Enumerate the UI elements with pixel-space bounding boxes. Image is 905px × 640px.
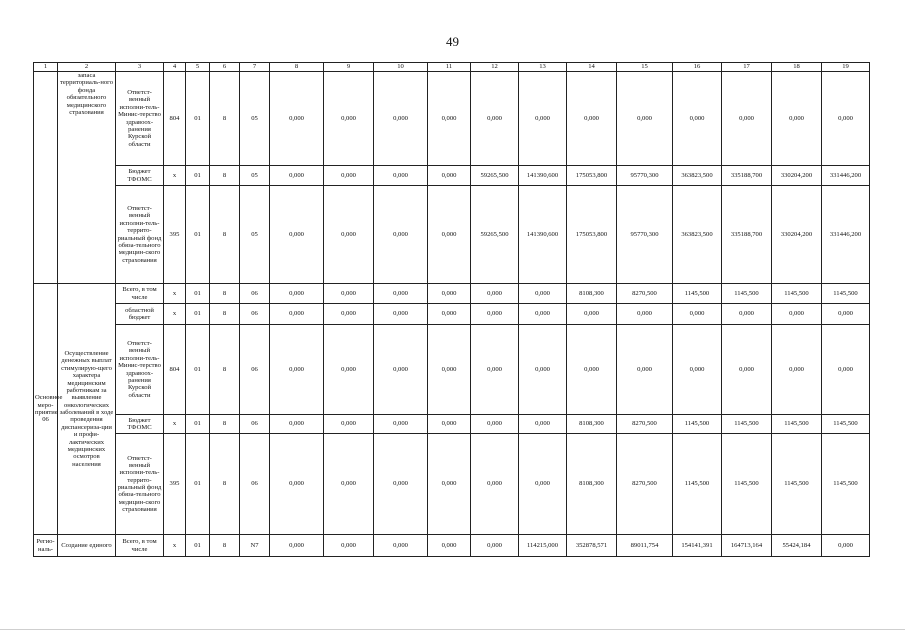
value-cell: 1145,500: [673, 415, 722, 434]
value-cell: 335188,700: [722, 186, 772, 284]
value-cell: 0,000: [428, 166, 471, 186]
value-cell: 0,000: [270, 535, 324, 557]
table-body: [34, 72, 870, 557]
value-cell: 59265,500: [471, 186, 519, 284]
column-number: 3: [116, 63, 164, 72]
value-cell: 8108,300: [567, 415, 617, 434]
column-number: 8: [270, 63, 324, 72]
column-number: 6: [210, 63, 240, 72]
code-cell: x: [164, 284, 186, 304]
code-cell: 8: [210, 186, 240, 284]
value-cell: 0,000: [270, 434, 324, 535]
value-cell: 0,000: [374, 186, 428, 284]
value-cell: 1145,500: [722, 284, 772, 304]
value-cell: 0,000: [617, 325, 673, 415]
code-cell: 01: [186, 535, 210, 557]
value-cell: 0,000: [428, 535, 471, 557]
value-cell: 154141,391: [673, 535, 722, 557]
event-name-cell: Осуществление денежных выплат стимулирую-щего характера медицинским работникам за выявление онкологических заболеваний в ходе проведения диспансериза-ции и профи-лактических медицинских осмотров населения: [58, 284, 116, 535]
value-cell: 0,000: [567, 325, 617, 415]
status-cell: Регио-наль-: [34, 535, 58, 557]
table-row: [34, 284, 870, 304]
value-cell: 1145,500: [772, 434, 822, 535]
code-cell: 8: [210, 304, 240, 325]
value-cell: 0,000: [772, 304, 822, 325]
value-cell: 8108,300: [567, 284, 617, 304]
code-cell: 06: [240, 415, 270, 434]
value-cell: 1145,500: [673, 434, 722, 535]
value-cell: 1145,500: [772, 415, 822, 434]
executor-cell: Ответст-венный исполни-тель- Минис-терство здравоох-ранения Курской области: [116, 72, 164, 166]
value-cell: 0,000: [324, 325, 374, 415]
value-cell: 0,000: [374, 166, 428, 186]
code-cell: 06: [240, 434, 270, 535]
value-cell: 0,000: [270, 325, 324, 415]
value-cell: 0,000: [822, 325, 870, 415]
column-number: 5: [186, 63, 210, 72]
value-cell: 0,000: [270, 72, 324, 166]
code-cell: 01: [186, 186, 210, 284]
budget-table: [33, 62, 870, 557]
value-cell: 0,000: [519, 415, 567, 434]
executor-cell: Бюджет ТФОМС: [116, 415, 164, 434]
column-number: 14: [567, 63, 617, 72]
value-cell: 0,000: [722, 325, 772, 415]
value-cell: 59265,500: [471, 166, 519, 186]
code-cell: 06: [240, 284, 270, 304]
column-number: 15: [617, 63, 673, 72]
value-cell: 95770,300: [617, 166, 673, 186]
code-cell: x: [164, 535, 186, 557]
column-number: 16: [673, 63, 722, 72]
column-number: 13: [519, 63, 567, 72]
code-cell: 01: [186, 434, 210, 535]
column-number: 4: [164, 63, 186, 72]
table-row: [34, 325, 870, 415]
value-cell: 363823,500: [673, 166, 722, 186]
value-cell: 1145,500: [822, 434, 870, 535]
page-edge-line: [0, 629, 905, 630]
value-cell: 0,000: [374, 304, 428, 325]
code-cell: 05: [240, 166, 270, 186]
value-cell: 0,000: [617, 304, 673, 325]
code-cell: 06: [240, 304, 270, 325]
value-cell: 0,000: [567, 304, 617, 325]
value-cell: 0,000: [324, 304, 374, 325]
value-cell: 0,000: [324, 535, 374, 557]
value-cell: 0,000: [324, 284, 374, 304]
value-cell: 0,000: [374, 535, 428, 557]
value-cell: 0,000: [772, 325, 822, 415]
value-cell: 141390,600: [519, 166, 567, 186]
column-number-row: [34, 63, 870, 72]
value-cell: 0,000: [374, 325, 428, 415]
code-cell: 01: [186, 415, 210, 434]
code-cell: 06: [240, 325, 270, 415]
code-cell: 8: [210, 166, 240, 186]
executor-cell: Ответст-венный исполни-тель- террито-риальный фонд обяза-тельного медицин-ского страхования: [116, 186, 164, 284]
code-cell: 05: [240, 186, 270, 284]
code-cell: 01: [186, 72, 210, 166]
value-cell: 335188,700: [722, 166, 772, 186]
executor-cell: Ответст-венный исполни-тель- Минис-терство здравоох-ранения Курской области: [116, 325, 164, 415]
code-cell: x: [164, 304, 186, 325]
code-cell: 8: [210, 535, 240, 557]
value-cell: 0,000: [374, 434, 428, 535]
table-row: [34, 72, 870, 166]
value-cell: 0,000: [617, 72, 673, 166]
value-cell: 0,000: [519, 434, 567, 535]
value-cell: 0,000: [772, 72, 822, 166]
table-row: [34, 166, 870, 186]
value-cell: 0,000: [270, 304, 324, 325]
value-cell: 0,000: [673, 325, 722, 415]
column-number: 19: [822, 63, 870, 72]
page-number: 49: [446, 34, 459, 49]
value-cell: 0,000: [519, 72, 567, 166]
value-cell: 0,000: [519, 284, 567, 304]
value-cell: 0,000: [374, 284, 428, 304]
value-cell: 0,000: [673, 304, 722, 325]
column-number: 2: [58, 63, 116, 72]
value-cell: 363823,500: [673, 186, 722, 284]
value-cell: 89011,754: [617, 535, 673, 557]
value-cell: 0,000: [428, 415, 471, 434]
executor-cell: Бюджет ТФОМС: [116, 166, 164, 186]
value-cell: 0,000: [374, 72, 428, 166]
code-cell: 395: [164, 434, 186, 535]
code-cell: 05: [240, 72, 270, 166]
value-cell: 0,000: [722, 72, 772, 166]
code-cell: 01: [186, 304, 210, 325]
value-cell: 141390,600: [519, 186, 567, 284]
table-row: [34, 186, 870, 284]
status-cell: [34, 72, 58, 284]
value-cell: 55424,184: [772, 535, 822, 557]
value-cell: 0,000: [428, 284, 471, 304]
value-cell: 331446,200: [822, 166, 870, 186]
value-cell: 0,000: [428, 434, 471, 535]
table-row: [34, 304, 870, 325]
value-cell: 8270,500: [617, 434, 673, 535]
column-number: 1: [34, 63, 58, 72]
value-cell: 1145,500: [822, 284, 870, 304]
value-cell: 0,000: [324, 186, 374, 284]
value-cell: 0,000: [428, 325, 471, 415]
code-cell: x: [164, 166, 186, 186]
value-cell: 330204,200: [772, 166, 822, 186]
value-cell: 8108,300: [567, 434, 617, 535]
value-cell: 0,000: [471, 304, 519, 325]
code-cell: 01: [186, 166, 210, 186]
table-row: [34, 415, 870, 434]
column-number: 12: [471, 63, 519, 72]
executor-cell: Ответст-венный исполни-тель- террито-риальный фонд обяза-тельного медицин-ского страхования: [116, 434, 164, 535]
value-cell: 8270,500: [617, 415, 673, 434]
value-cell: 0,000: [822, 535, 870, 557]
value-cell: 0,000: [519, 304, 567, 325]
value-cell: 352878,571: [567, 535, 617, 557]
value-cell: 0,000: [822, 72, 870, 166]
value-cell: 0,000: [324, 434, 374, 535]
value-cell: 164713,164: [722, 535, 772, 557]
column-number: 7: [240, 63, 270, 72]
value-cell: 0,000: [428, 72, 471, 166]
table-row: [34, 535, 870, 557]
value-cell: 0,000: [374, 415, 428, 434]
value-cell: 1145,500: [722, 415, 772, 434]
value-cell: 0,000: [324, 415, 374, 434]
value-cell: 1145,500: [822, 415, 870, 434]
code-cell: 8: [210, 72, 240, 166]
value-cell: 0,000: [822, 304, 870, 325]
code-cell: 8: [210, 284, 240, 304]
value-cell: 0,000: [270, 186, 324, 284]
executor-cell: областной бюджет: [116, 304, 164, 325]
value-cell: 0,000: [428, 186, 471, 284]
value-cell: 0,000: [722, 304, 772, 325]
value-cell: 95770,300: [617, 186, 673, 284]
value-cell: 175053,800: [567, 186, 617, 284]
column-number: 11: [428, 63, 471, 72]
value-cell: 8270,500: [617, 284, 673, 304]
code-cell: 8: [210, 415, 240, 434]
event-name-cell: запаса территориаль-ного фонда обязательного медицинского страхования: [58, 72, 116, 284]
value-cell: 0,000: [471, 415, 519, 434]
value-cell: 0,000: [324, 166, 374, 186]
value-cell: 0,000: [270, 284, 324, 304]
code-cell: 8: [210, 325, 240, 415]
code-cell: 395: [164, 186, 186, 284]
value-cell: 330204,200: [772, 186, 822, 284]
value-cell: 0,000: [471, 535, 519, 557]
value-cell: 0,000: [673, 72, 722, 166]
executor-cell: Всего, в том числе: [116, 284, 164, 304]
value-cell: 1145,500: [772, 284, 822, 304]
value-cell: 0,000: [471, 284, 519, 304]
event-name-cell: Создание единого: [58, 535, 116, 557]
code-cell: N7: [240, 535, 270, 557]
column-number: 9: [324, 63, 374, 72]
value-cell: 0,000: [471, 325, 519, 415]
code-cell: 804: [164, 325, 186, 415]
code-cell: 8: [210, 434, 240, 535]
status-cell: Основное меро-приятие 06: [34, 284, 58, 535]
value-cell: 0,000: [324, 72, 374, 166]
code-cell: x: [164, 415, 186, 434]
value-cell: 0,000: [567, 72, 617, 166]
code-cell: 01: [186, 325, 210, 415]
value-cell: 175053,800: [567, 166, 617, 186]
table-row: [34, 434, 870, 535]
value-cell: 0,000: [270, 415, 324, 434]
value-cell: 1145,500: [722, 434, 772, 535]
value-cell: 0,000: [471, 72, 519, 166]
value-cell: 0,000: [519, 325, 567, 415]
value-cell: 0,000: [270, 166, 324, 186]
value-cell: 1145,500: [673, 284, 722, 304]
code-cell: 01: [186, 284, 210, 304]
column-number: 17: [722, 63, 772, 72]
code-cell: 804: [164, 72, 186, 166]
column-number: 18: [772, 63, 822, 72]
column-number: 10: [374, 63, 428, 72]
value-cell: 114215,000: [519, 535, 567, 557]
value-cell: 331446,200: [822, 186, 870, 284]
value-cell: 0,000: [428, 304, 471, 325]
value-cell: 0,000: [471, 434, 519, 535]
executor-cell: Всего, в том числе: [116, 535, 164, 557]
